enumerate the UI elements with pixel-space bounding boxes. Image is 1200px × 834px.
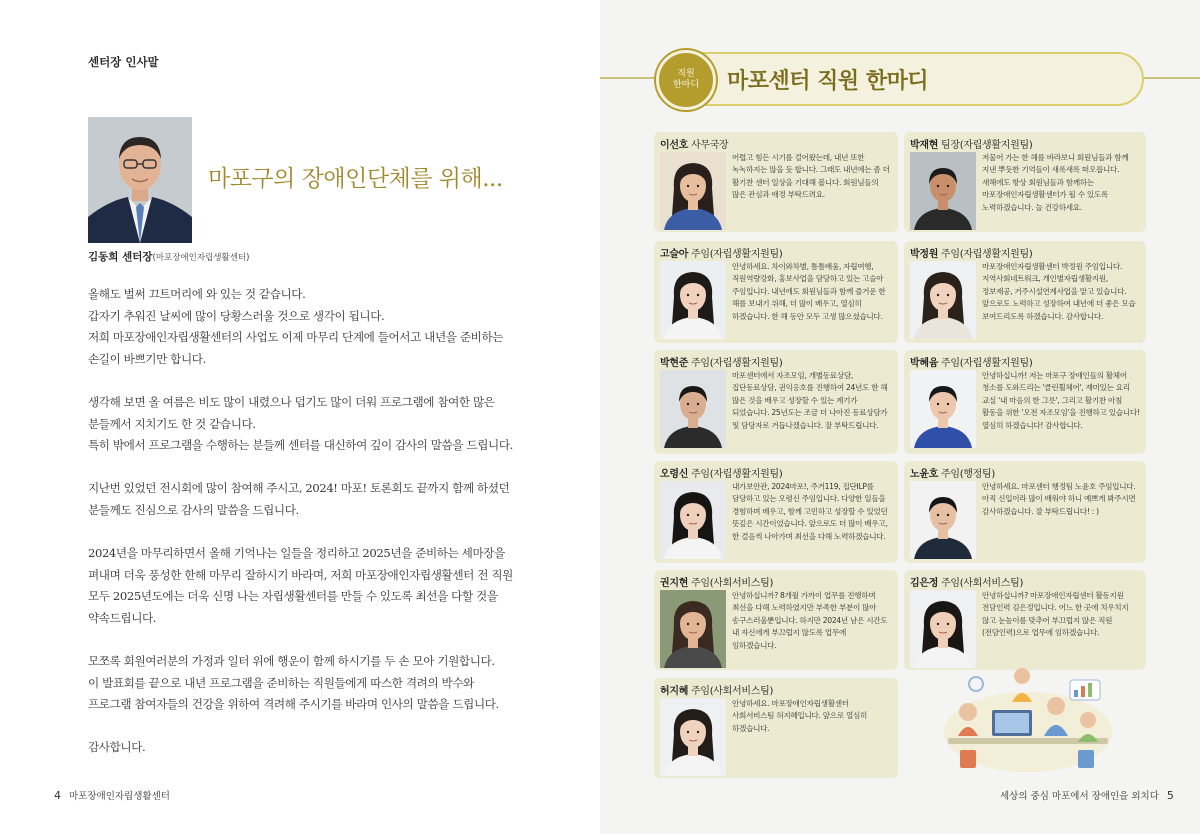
staff-message: 저물어 가는 한 해를 바라보니 회원님들과 함께 지낸 뿌듯한 기억들이 새록새록 떠오릅니다. 새해에도 항상 회원님들과 함께하는 마포장애인자립생활센터가 될 수 있도록 노력하겠습니다. 늘 건강하세요. — [982, 153, 1129, 212]
staff-message: 안녕하세요. 차이와차별, 틈틈배움, 자립여행, 직원역량강화, 홍보사업을 담당하고 있는 고슬아 주임입니다. 내년에도 회원님들과 함께 즐거운 한 해를 보내기 위해, 더 많이 배우고, 열심히 하겠습니다. 한 해 동안 모두 고생 많으셨습니다. — [732, 262, 886, 321]
letter-paragraph — [88, 284, 558, 370]
staff-name: 허지혜 — [660, 686, 689, 697]
page-title: 마포구의 장애인단체를 위해... — [208, 166, 503, 192]
staff-photo — [660, 261, 726, 339]
staff-message: 안녕하세요. 마포장애인자립생활센터 사회서비스팀 허지혜입니다. 앞으로 열심히 하겠습니다. — [732, 699, 868, 733]
staff-name-line — [660, 682, 773, 697]
letter-line: 감사합니다. — [88, 740, 146, 755]
staff-role: 주임(자립생활지원팀) — [688, 358, 783, 369]
staff-photo — [660, 698, 726, 776]
staff-name-line — [660, 136, 728, 151]
letter-line: 지난번 있었던 전시회에 많이 참여해 주시고, 2024! 마포! 토론회도 끝까지 함께 하셨던 — [88, 481, 510, 496]
staff-name: 고슬아 — [660, 249, 689, 260]
staff-message: 안녕하십니까? 8개월 가까이 업무를 진행하며 최선을 다해 노력하였지만 부족한 부분이 많아 송구스러울뿐입니다. 하지만 2024년 남은 시간도 내 자신에게 부끄럽지 않도록 업무에 임하겠습니다. — [732, 591, 888, 650]
letter-line: 모쪼록 회원여러분의 가정과 일터 위에 행운이 함께 하시기를 두 손 모아 기원합니다. — [88, 654, 495, 669]
staff-name: 오령신 — [660, 469, 689, 480]
footer-right — [1000, 788, 1174, 802]
staff-photo — [910, 261, 976, 339]
staff-card — [904, 461, 1146, 563]
staff-role: 주임(사회서비스팀) — [688, 578, 774, 589]
letter-line: 약속드립니다. — [88, 610, 157, 625]
staff-role: 주임(사회서비스팀) — [688, 686, 774, 697]
staff-card — [904, 570, 1146, 670]
letter-paragraph — [88, 392, 558, 457]
staff-name-line — [660, 245, 782, 260]
staff-role: 주임(행정팀) — [938, 469, 995, 480]
letter-line: 분들께서 지치기도 한 것 같습니다. — [88, 416, 256, 431]
staff-role: 주임(사회서비스팀) — [938, 578, 1024, 589]
staff-message: 마포센터에서 자조모임, 개별동료상담, 집단동료상담, 권익옹호를 진행하여 24년도 한 해 많은 것을 배우고 성장할 수 있는 계기가 되었습니다. 25년도는 조금 더 나아진 동료상담가 및 담당자로 거듭나겠습니다. 잘 부탁드립니다. — [732, 371, 888, 430]
staff-message: 안녕하십니까? 마포장애인자립센터 활동지원 전담인력 김은정입니다. 어느 한 곳에 치우치지 않고 눈높이를 맞추어 부끄럽지 않은 직원(전담인력)으로 업무에 임하겠습니다. — [982, 591, 1129, 638]
staff-card — [654, 570, 898, 670]
ceo-org: (마포장애인자립생활센터) — [152, 253, 250, 263]
letter-line: 올해도 벌써 끄트머리에 와 있는 것 같습니다. — [88, 287, 306, 301]
footer-left — [54, 788, 170, 802]
staff-name: 김은정 — [910, 578, 939, 589]
staff-section-title: 마포센터 직원 한마디 — [727, 69, 929, 94]
staff-message: 어렵고 힘든 시기를 걸어왔는데, 내년 또한 녹녹하지는 않을 듯 합니다. 그래도 내년에는 좀 더 활기찬 센터 일상을 기대해 봅니다. 회원님들의 많은 관심과 애정 부탁드려요. — [732, 153, 890, 200]
staff-name: 박정원 — [910, 249, 939, 260]
staff-name-line — [910, 574, 1023, 589]
staff-name: 이선호 — [660, 140, 689, 151]
letter-paragraph — [88, 651, 558, 716]
staff-name: 박혜윰 — [910, 358, 939, 369]
staff-message: 마포장애인자립생활센터 박정원 주임입니다. 지역사회네트워크, 개인별자립생활지원, 정보제공, 거주시설연계사업을 맡고 있습니다. 앞으로도 노력하고 성장하여 내년에 더 좋은 모습 보여드리도록 하겠습니다. 감사합니다. — [982, 262, 1136, 321]
staff-name-line — [660, 574, 773, 589]
letter-line: 생각해 보면 올 여름은 비도 많이 내렸으나 덥기도 많이 더워 프로그램에 참여한 많은 — [88, 394, 495, 409]
staff-name: 노윤호 — [910, 469, 939, 480]
letter-line: 손길이 바쁘기만 합니다. — [88, 351, 206, 366]
staff-name: 박재현 — [910, 140, 939, 151]
staff-photo — [660, 481, 726, 559]
ceo-name: 김동희 센터장 — [88, 251, 153, 263]
staff-name: 박현준 — [660, 358, 689, 369]
letter-line: 프로그램 참여자들의 건강을 위하여 격려해 주시기를 바라며 인사의 말씀을 드립니다. — [88, 697, 499, 712]
letter-line: 저희 마포장애인자립생활센터의 사업도 이제 마무리 단계에 들어서고 내년을 준비하는 — [88, 330, 504, 345]
staff-name-line — [910, 354, 1032, 369]
section-label: 센터장 인사말 — [88, 55, 159, 69]
staff-card — [904, 350, 1146, 454]
staff-card — [654, 241, 898, 343]
staff-name: 권지현 — [660, 578, 689, 589]
staff-card — [654, 350, 898, 454]
staff-card — [904, 241, 1146, 343]
letter-line: 모두 2025년도에는 더욱 신명 나는 자립생활센터를 만들 수 있도록 최선을 다할 것을 — [88, 589, 498, 604]
footer-left-text: 마포장애인자립생활센터 — [69, 791, 170, 802]
title-badge — [656, 50, 716, 110]
letter-line: 이 발표회를 끝으로 내년 프로그램을 준비하는 직원들에게 따스한 격려의 박수와 — [88, 675, 474, 690]
staff-role: 주임(자립생활지원팀) — [938, 358, 1033, 369]
staff-card — [654, 678, 898, 778]
right-page — [600, 0, 1200, 834]
letter-paragraph — [88, 543, 558, 629]
ceo-photo — [88, 117, 192, 243]
staff-role: 팀장(자립생활지원팀) — [938, 140, 1033, 151]
staff-photo — [910, 481, 976, 559]
page-number-left: 4 — [54, 789, 61, 802]
staff-name-line — [910, 245, 1032, 260]
staff-name-line — [910, 136, 1032, 151]
footer-right-text: 세상의 중심 마포에서 장애인을 외치다 — [1000, 791, 1159, 802]
staff-name-line — [660, 465, 782, 480]
staff-role: 주임(자립생활지원팀) — [938, 249, 1033, 260]
staff-message: 안녕하십니까! 저는 마포구 장애인들의 활체어 청소를 도와드리는 '클린휠체어', 재미있는 요리 교실 '내 마음의 한 그릇', 그리고 활기찬 아침 활동을 위한 '오전 자조모임'을 진행하고 있습니다! 열심히 하겠습니다! 감사합니다. — [982, 371, 1140, 430]
office-illustration — [938, 662, 1118, 778]
letter-line: 특히 밖에서 프로그램을 수행하는 분들께 센터를 대신하여 깊이 감사의 말씀을 드립니다. — [88, 438, 513, 453]
staff-card — [654, 461, 898, 563]
letter-line: 펴내며 더욱 풍성한 한해 마무리 잘하시기 바라며, 저희 마포장애인자립생활센터 전 직원 — [88, 567, 513, 582]
staff-role: 사무국장 — [688, 140, 729, 151]
staff-photo — [910, 152, 976, 230]
letter-paragraph — [88, 737, 558, 759]
staff-role: 주임(자립생활지원팀) — [688, 469, 783, 480]
letter-line: 분들께도 진심으로 감사의 말씀을 드립니다. — [88, 502, 299, 517]
staff-photo — [660, 370, 726, 448]
staff-name-line — [660, 354, 782, 369]
staff-card — [904, 132, 1146, 232]
staff-card — [654, 132, 898, 232]
letter-paragraph — [88, 478, 558, 521]
staff-name-line — [910, 465, 995, 480]
title-badge-text: 직원 한마디 — [672, 69, 700, 90]
staff-photo — [660, 152, 726, 230]
greeting-letter — [88, 284, 558, 781]
letter-line: 2024년을 마무리하면서 올해 기억나는 일들을 정리하고 2025년을 준비하는 세마장을 — [88, 546, 505, 561]
ceo-caption — [88, 249, 249, 264]
staff-message: 내가보안관, 2024마포!, 주거119, 집단ILP를 담당하고 있는 오령신 주임입니다. 다양한 일들을 경험하며 배우고, 함께 고민하고 성장할 수 있었던 뜻깊은 시간이었습니다. 앞으로도 더 많이 배우고, 한 걸음씩 나아가며 최선을 다해 노력하겠습니다. — [732, 482, 888, 541]
staff-photo — [660, 590, 726, 668]
letter-line: 갑자기 추워진 날씨에 많이 당황스러울 것으로 생각이 됩니다. — [88, 308, 385, 323]
page-number-right: 5 — [1166, 789, 1174, 802]
staff-photo — [910, 590, 976, 668]
staff-message: 안녕하세요. 마포센터 행정팀 노윤호 주임입니다. 아직 신입이라 많이 배워야 하니 예쁘게 봐주시면 감사하겠습니다. 잘 부탁드립니다! : ) — [982, 482, 1136, 516]
staff-photo — [910, 370, 976, 448]
staff-role: 주임(자립생활지원팀) — [688, 249, 783, 260]
